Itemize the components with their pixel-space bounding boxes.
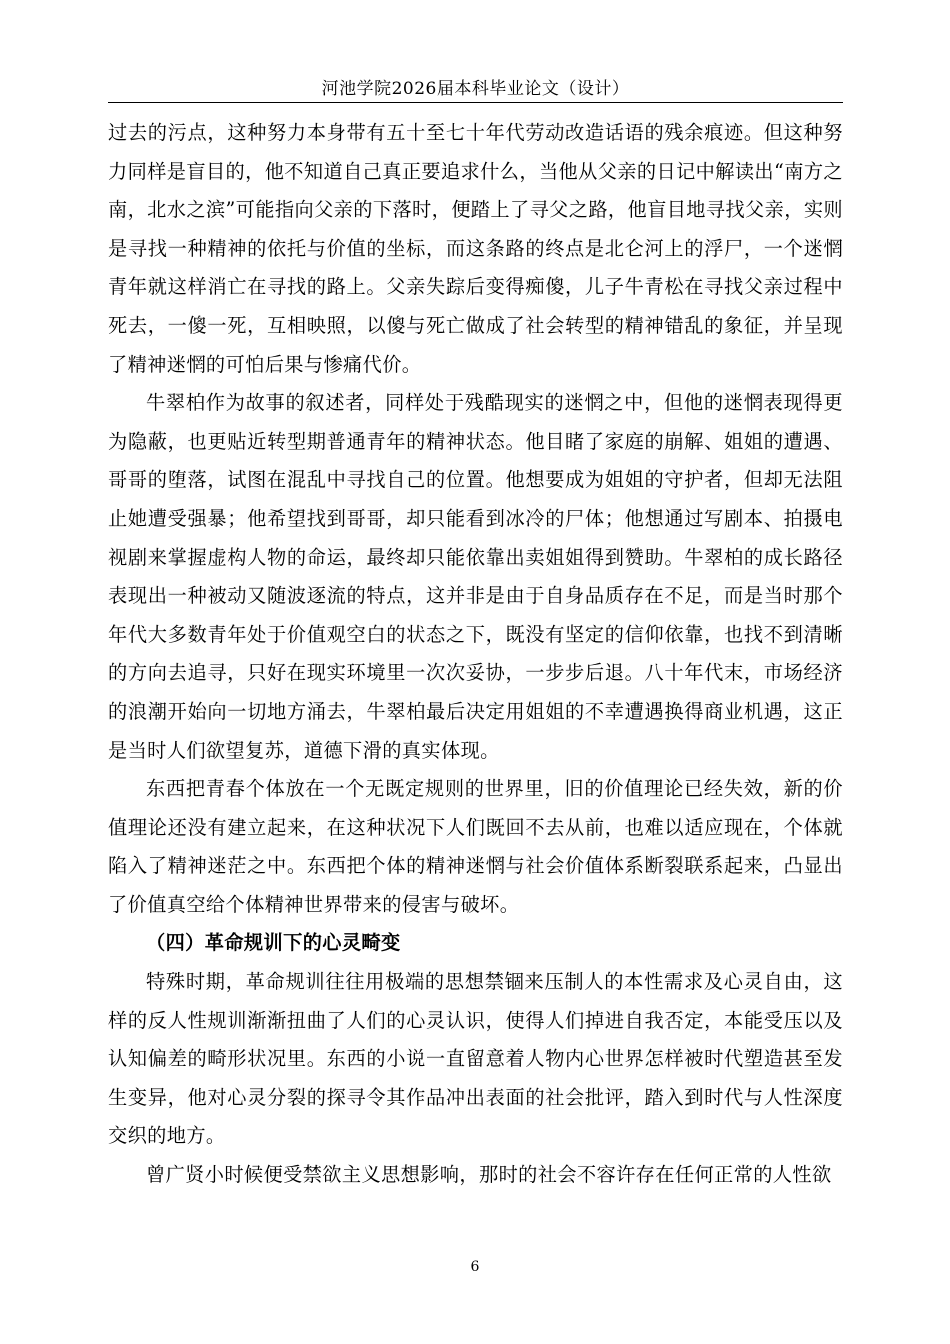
page-number: 6 — [470, 1259, 480, 1275]
header-rule — [108, 102, 843, 103]
body-paragraph: 牛翠柏作为故事的叙述者，同样处于残酷现实的迷惘之中，但他的迷惘表现得更为隐蔽，也更贴近转型期普通青年的精神状态。他目睹了家庭的崩解、姐姐的遭遇、哥哥的堕落，试图在混乱中寻找自己的位置。他想要成为姐姐的守护者，但却无法阻止她遭受强暴；他希望找到哥哥，却只能看到冰冷的尸体；他想通过写剧本、拍摄电视剧来掌握虚构人物的命运，最终却只能依靠出卖姐姐得到赞助。牛翠柏的成长路径表现出一种被动又随波逐流的特点，这并非是由于自身品质存在不足，而是当时那个年代大多数青年处于价值观空白的状态之下，既没有坚定的信仰依靠，也找不到清晰的方向去追寻，只好在现实环境里一次次妥协，一步步后退。八十年代末，市场经济的浪潮开始向一切地方涌去，牛翠柏最后决定用姐姐的不幸遭遇换得商业机遇，这正是当时人们欲望复苏，道德下滑的真实体现。 — [108, 391, 843, 762]
body-paragraph: 曾广贤小时候便受禁欲主义思想影响，那时的社会不容许存在任何正常的人性欲 — [146, 1163, 832, 1187]
body-paragraph-continued: 过去的污点，这种努力本身带有五十至七十年代劳动改造话语的残余痕迹。但这种努力同样是盲目的，他不知道自己真正要追求什么，当他从父亲的日记中解读出“南方之南，北水之滨”可能指向父亲的下落时，便踏上了寻父之路，他盲目地寻找父亲，实则是寻找一种精神的依托与价值的坐标，而这条路的终点是北仑河上的浮尸，一个迷惘青年就这样消亡在寻找的路上。父亲失踪后变得痴傻，儿子牛青松在寻找父亲过程中死去，一傻一死，互相映照，以傻与死亡做成了社会转型的精神错乱的象征，并呈现了精神迷惘的可怕后果与惨痛代价。 — [108, 121, 843, 376]
section-heading: （四）革命规训下的心灵畸变 — [146, 931, 401, 955]
page-body — [108, 114, 843, 1195]
body-paragraph: 特殊时期，革命规训往往用极端的思想禁锢来压制人的本性需求及心灵自由，这样的反人性规训渐渐扭曲了人们的心灵认识，使得人们掉进自我否定，本能受压以及认知偏差的畸形状况里。东西的小说一直留意着人物内心世界怎样被时代塑造甚至发生变异，他对心灵分裂的探寻令其作品冲出表面的社会批评，踏入到时代与人性深度交织的地方。 — [108, 970, 843, 1148]
body-paragraph: 东西把青春个体放在一个无既定规则的世界里，旧的价值理论已经失效，新的价值理论还没有建立起来，在这种状况下人们既回不去从前，也难以适应现在，个体就陷入了精神迷茫之中。东西把个体的精神迷惘与社会价值体系断裂联系起来，凸显出了价值真空给个体精神世界带来的侵害与破坏。 — [108, 777, 843, 916]
running-header: 河池学院2026届本科毕业论文（设计） — [321, 79, 630, 99]
